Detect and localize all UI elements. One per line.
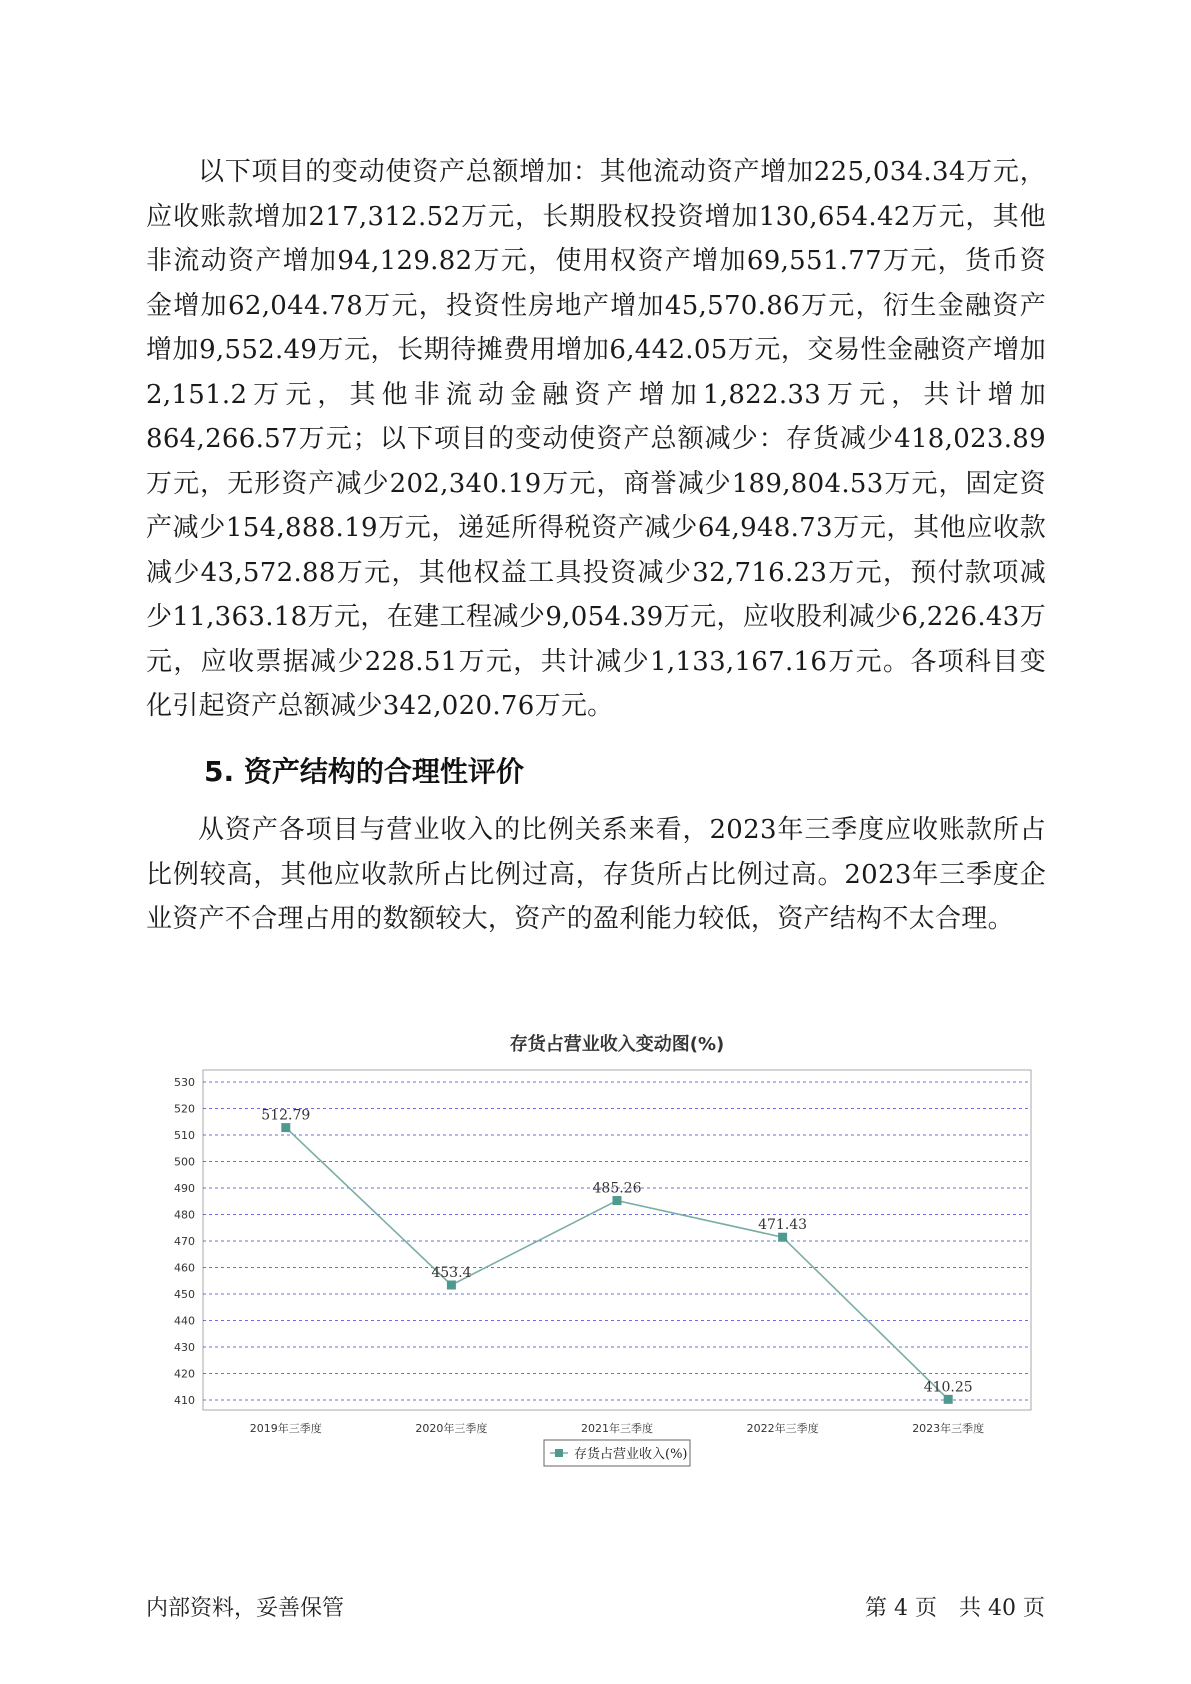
y-tick-label: 490 bbox=[174, 1182, 195, 1195]
chart-title: 存货占营业收入变动图(%) bbox=[509, 1034, 725, 1055]
data-label: 453.4 bbox=[431, 1264, 472, 1281]
x-tick-label: 2023年三季度 bbox=[912, 1422, 985, 1435]
x-tick-label: 2021年三季度 bbox=[581, 1422, 653, 1435]
y-tick-label: 510 bbox=[174, 1129, 195, 1142]
data-point bbox=[613, 1196, 622, 1205]
y-tick-label: 480 bbox=[174, 1208, 195, 1222]
footer-confidential-note: 内部资料，妥善保管 bbox=[146, 1596, 345, 1621]
data-label: 471.43 bbox=[758, 1217, 808, 1234]
y-tick-label: 420 bbox=[174, 1367, 195, 1381]
data-label: 485.26 bbox=[592, 1180, 642, 1197]
x-tick-label: 2022年三季度 bbox=[746, 1422, 819, 1435]
inventory-ratio-chart bbox=[146, 1010, 1046, 1470]
paragraph-structure-evaluation: 从资产各项目与营业收入的比例关系来看，2023年三季度应收账款所占比例较高，其他应收款所占比例过高，存货所占比例过高。2023年三季度企业资产不合理占用的数额较大，资产的盈利能力较低，资产结构不太合理。 bbox=[146, 815, 1046, 934]
y-tick-label: 470 bbox=[174, 1235, 195, 1248]
data-label: 512.79 bbox=[261, 1107, 311, 1124]
footer-page-number: 第 4 页 共 40 页 bbox=[865, 1596, 1045, 1621]
y-tick-label: 520 bbox=[174, 1102, 195, 1116]
y-tick-label: 410 bbox=[174, 1394, 195, 1407]
y-tick-label: 430 bbox=[174, 1341, 195, 1354]
x-tick-label: 2020年三季度 bbox=[415, 1422, 488, 1435]
legend-marker bbox=[555, 1449, 563, 1457]
data-point bbox=[447, 1280, 456, 1289]
chart-svg bbox=[146, 1010, 1046, 1470]
y-tick-label: 460 bbox=[174, 1261, 195, 1275]
x-tick-label: 2019年三季度 bbox=[249, 1422, 322, 1435]
data-point bbox=[778, 1233, 787, 1242]
legend-label: 存货占营业收入(%) bbox=[574, 1447, 688, 1462]
paragraph-asset-change: 以下项目的变动使资产总额增加：其他流动资产增加225,034.34万元，应收账款增加217,312.52万元，长期股权投资增加130,654.42万元，其他非流动资产增加94,129.82万元，使用权资产增加69,551.77万元，货币资金增加62,044.78万元，投资性房地产增加45,570.86万元，衍生金融资产增加9,552.49万元，长期待摊费用增加6,442.05万元，交易性金融资产增加2,151.2万元，其他非流动金融资产增加1,822.33万元，共计增加864,266.57万元；以下项目的变动使资产总额减少：存货减少418,023.89万元，无形资产减少202,340.19万元，商誉减少189,804.53万元，固定资产减少154,888.19万元，递延所得税资产减少64,948.73万元，其他应收款减少43,572.88万元，其他权益工具投资减少32,716.23万元，预付款项减少11,363.18万元，在建工程减少9,054.39万元，应收股利减少6,226.43万元，应收票据减少228.51万元，共计减少1,133,167.16万元。各项科目变化引起资产总额减少342,020.76万元。 bbox=[146, 157, 1046, 721]
section-heading: 5. 资产结构的合理性评价 bbox=[204, 755, 524, 788]
data-point bbox=[944, 1395, 953, 1404]
y-tick-label: 500 bbox=[174, 1155, 195, 1169]
data-label: 410.25 bbox=[923, 1379, 973, 1396]
y-tick-label: 530 bbox=[174, 1076, 195, 1089]
data-point bbox=[281, 1123, 290, 1132]
y-tick-label: 440 bbox=[174, 1314, 195, 1328]
y-tick-label: 450 bbox=[174, 1288, 195, 1301]
